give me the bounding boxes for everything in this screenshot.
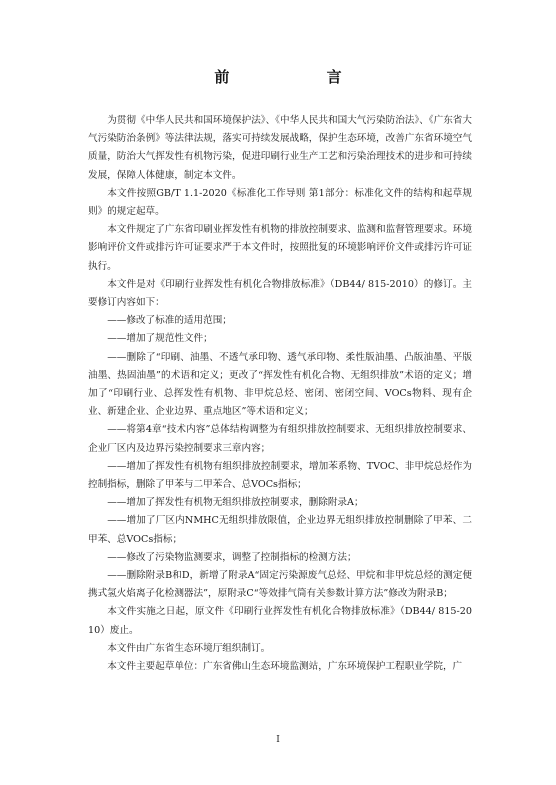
- paragraph-drafting-rule: 本文件按照GB/T 1.1-2020《标准化工作导则 第1部分：标准化文件的结构和起草规则》的规定起草。: [88, 187, 472, 218]
- paragraph-organizer: 本文件由广东省生态环境厅组织制订。: [107, 642, 271, 654]
- revision-item: ——增加了挥发性有机物有组织排放控制要求，增加苯系物、TVOC、非甲烷总烃作为控制指标，删除了甲苯与二甲苯合、总VOCs指标；: [88, 460, 472, 491]
- revision-item: ——删除附录B和D，新增了附录A“固定污染源废气总烃、甲烷和非甲烷总烃的测定便携式氢火焰离子化检测器法”，原附录C“等效排气筒有关参数计算方法”修改为附录B；: [88, 570, 472, 600]
- revision-item: ——删除了“印刷、油墨、不透气承印物、透气承印物、柔性版油墨、凸版油墨、平版油墨、热固油墨”的术语和定义；更改了“挥发性有机化合物、无组织排放”术语的定义；增加了“印刷行业、总挥发性有机物、非甲烷总烃、密闭、密闭空间、VOCs物料、现有企业、新建企业、企业边界、重点地区”等术语和定义；: [88, 351, 472, 418]
- revision-item: ——修改了标准的适用范围；: [107, 315, 232, 327]
- revision-item: ——增加了规范性文件；: [107, 333, 213, 345]
- page-title: 前 言: [214, 68, 388, 86]
- revision-item: ——增加了厂区内NMHC无组织排放限值，企业边界无组织排放控制删除了甲苯、二甲苯、总VOCs指标；: [88, 515, 472, 545]
- page-number: I: [276, 735, 280, 745]
- paragraph-revision-intro: 本文件是对《印刷行业挥发性有机化合物排放标准》（DB44/ 815-2010）的修订。主要修订内容如下：: [88, 278, 472, 309]
- revision-item: ——将第4章“技术内容”总体结构调整为有组织排放控制要求、无组织排放控制要求、企业厂区内及边界污染控制要求三章内容；: [88, 424, 472, 454]
- paragraph-supersede: 本文件实施之日起，原文件《印刷行业挥发性有机化合物排放标准》（DB44/ 815-2010）废止。: [88, 606, 472, 636]
- paragraph-drafters: 本文件主要起草单位：广东省佛山生态环境监测站，广东环境保护工程职业学院，广: [107, 661, 463, 673]
- revision-item: ——增加了挥发性有机物无组织排放控制要求，删除附录A；: [107, 497, 364, 509]
- paragraph-scope: 本文件规定了广东省印刷业挥发性有机物的排放控制要求、监测和监督管理要求。环境影响评价文件或排污许可证要求严于本文件时，按照批复的环境影响评价文件或排污许可证执行。: [88, 224, 472, 272]
- revision-item: ——修改了污染物监测要求，调整了控制指标的检测方法；: [107, 551, 357, 563]
- foreword-body: [88, 112, 472, 676]
- paragraph-purpose: 为贯彻《中华人民共和国环境保护法》、《中华人民共和国大气污染防治法》、《广东省大气污染防治条例》等法律法规，落实可持续发展战略，保护生态环境，改善广东省环境空气质量，防治大气挥发性有机物污染，促进印刷行业生产工艺和污染治理技术的进步和可持续发展，保障人体健康，制定本文件。: [88, 115, 472, 181]
